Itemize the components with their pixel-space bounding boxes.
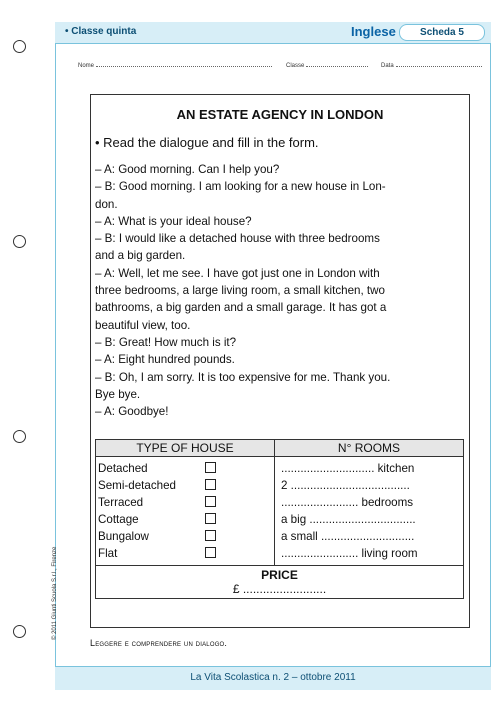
house-form — [95, 439, 464, 599]
checkbox[interactable] — [205, 496, 216, 507]
dialogue-line: – A: Eight hundred pounds. — [95, 353, 235, 367]
dialogue-line: – A: Goodbye! — [95, 405, 169, 419]
copyright: © 2011 Giunti Scuola S.r.l., Firenze — [52, 546, 58, 640]
rooms-column — [275, 457, 464, 566]
room-blank[interactable]: ............................. kitchen — [281, 462, 415, 475]
name-field[interactable]: Nome — [78, 60, 272, 69]
skill-note: Leggere e comprendere un dialogo. — [90, 638, 228, 648]
exercise-title: AN ESTATE AGENCY IN LONDON — [176, 107, 384, 122]
dialogue-line: Bye bye. — [95, 387, 141, 401]
type-option[interactable]: Detached — [96, 460, 274, 477]
checkbox[interactable] — [205, 513, 216, 524]
type-option[interactable]: Cottage — [96, 511, 274, 528]
footer-text: La Vita Scolastica n. 2 – ottobre 2011 — [190, 672, 356, 683]
checkbox[interactable] — [205, 479, 216, 490]
class-field[interactable]: Classe — [286, 60, 368, 69]
room-blank[interactable]: 2 ..................................... — [281, 479, 410, 492]
dialogue-line: – A: Good morning. Can I help you? — [95, 163, 280, 176]
dialogue-line: – B: Great! How much is it? — [95, 335, 237, 349]
dialogue-line: – B: Oh, I am sorry. It is too expensive for me. Thank you. — [95, 370, 391, 384]
types-column — [96, 457, 275, 566]
dialogue-line: – A: Well, let me see. I have got just one in London with — [95, 266, 380, 280]
binder-hole — [13, 625, 26, 638]
price-blank[interactable]: £ ......................... — [232, 582, 327, 596]
checkbox[interactable] — [205, 462, 216, 473]
instruction: • Read the dialogue and fill in the form. — [95, 135, 319, 150]
section-label: • Classe quinta — [65, 26, 137, 37]
type-option[interactable]: Flat — [96, 545, 274, 562]
type-option[interactable]: Semi-detached — [96, 477, 274, 494]
room-blank[interactable]: ........................ bedrooms — [281, 496, 414, 509]
type-option[interactable]: Terraced — [96, 494, 274, 511]
checkbox[interactable] — [205, 547, 216, 558]
binder-hole — [13, 235, 26, 248]
type-header: TYPE OF HOUSE — [96, 440, 275, 457]
subject-label: Inglese — [351, 24, 396, 39]
dialogue-line: – B: Good morning. I am looking for a new house in Lon- — [95, 180, 386, 194]
exercise-box — [90, 94, 470, 628]
binder-hole — [13, 40, 26, 53]
sheet-tab: Scheda 5 — [399, 24, 485, 41]
room-blank[interactable]: a small ............................. — [281, 530, 415, 543]
dialogue-line: three bedrooms, a large living room, a small kitchen, two — [95, 284, 385, 298]
dialogue-text — [95, 161, 467, 420]
rooms-header: N° ROOMS — [275, 440, 464, 457]
date-field[interactable]: Data — [381, 60, 482, 69]
price-label: PRICE — [261, 568, 298, 582]
checkbox[interactable] — [205, 530, 216, 541]
binder-hole — [13, 430, 26, 443]
room-blank[interactable]: a big ................................. — [281, 513, 416, 526]
dialogue-line: bathrooms, a big garden and a small garage. It has got a — [95, 301, 387, 315]
room-blank[interactable]: ........................ living room — [281, 547, 418, 560]
dialogue-line: – A: What is your ideal house? — [95, 214, 252, 228]
dialogue-line: and a big garden. — [95, 249, 186, 263]
dialogue-line: don. — [95, 197, 118, 211]
dialogue-line: – B: I would like a detached house with three bedrooms — [95, 232, 380, 246]
dialogue-line: beautiful view, too. — [95, 318, 191, 332]
price-cell — [96, 566, 464, 599]
footer-band — [55, 666, 491, 690]
header-band — [55, 22, 491, 44]
type-option[interactable]: Bungalow — [96, 528, 274, 545]
